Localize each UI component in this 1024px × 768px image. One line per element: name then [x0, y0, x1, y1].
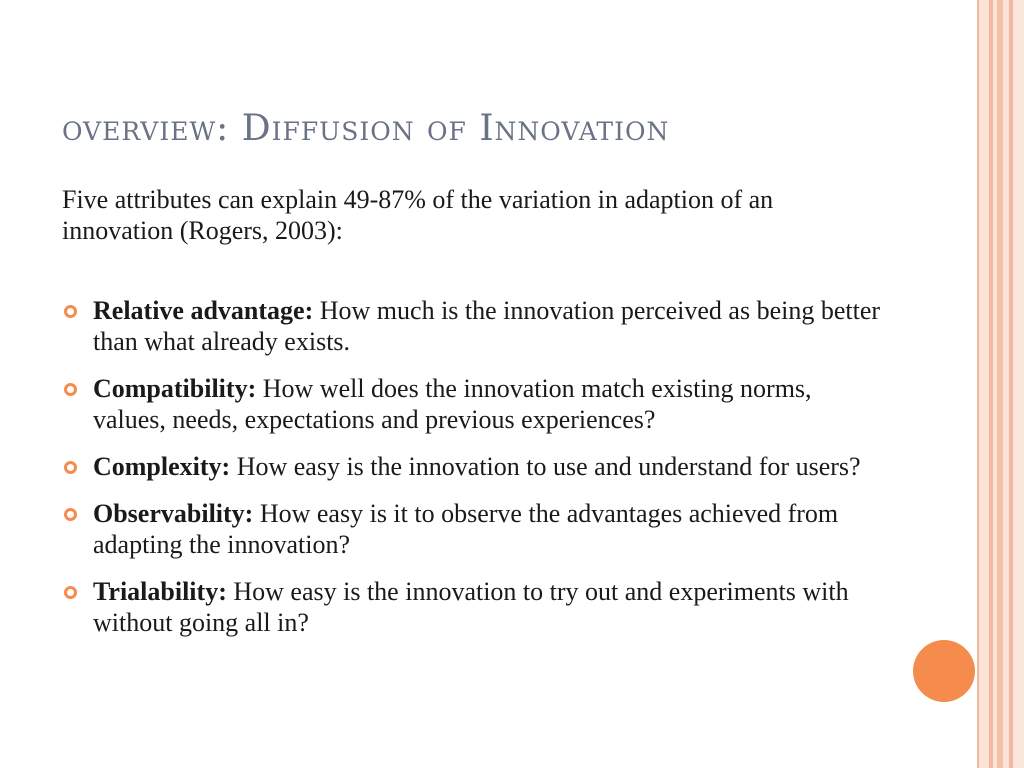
intro-text: Five attributes can explain 49-87% of the variation in adaption of an innovation (Rogers, 2003):	[62, 185, 774, 245]
bullet-term: Trialability:	[93, 577, 227, 606]
slide-title: overview: Diffusion of Innovation	[62, 108, 670, 149]
attribute-list	[62, 295, 882, 654]
list-item-trialability	[62, 576, 882, 638]
bullet-term: Complexity:	[93, 452, 231, 481]
list-item-observability	[62, 498, 882, 560]
ring-bullet-icon	[64, 383, 77, 396]
bullet-text: How well does the innovation match existing norms, values, needs, expectations and previous experiences?	[93, 374, 812, 434]
ring-bullet-icon	[64, 586, 77, 599]
border-strip	[1013, 0, 1024, 768]
ring-bullet-icon	[64, 305, 77, 318]
bullet-text: How much is the innovation perceived as being better than what already exists.	[93, 296, 881, 356]
bullet-term: Relative advantage:	[93, 296, 314, 325]
bullet-text: How easy is the innovation to use and understand for users?	[230, 452, 861, 481]
orange-circle-decoration	[913, 640, 975, 702]
bullet-text: How easy is the innovation to try out and experiments with without going all in?	[93, 577, 849, 637]
list-item-relative-advantage	[62, 295, 882, 357]
bullet-term: Compatibility:	[93, 374, 257, 403]
bullet-text: How easy is it to observe the advantages achieved from adapting the innovation?	[93, 499, 839, 559]
bullet-term: Observability:	[93, 499, 254, 528]
ring-bullet-icon	[64, 508, 77, 521]
list-item-compatibility	[62, 373, 882, 435]
list-item-complexity	[62, 451, 882, 482]
border-strip	[979, 0, 989, 768]
ring-bullet-icon	[64, 461, 77, 474]
